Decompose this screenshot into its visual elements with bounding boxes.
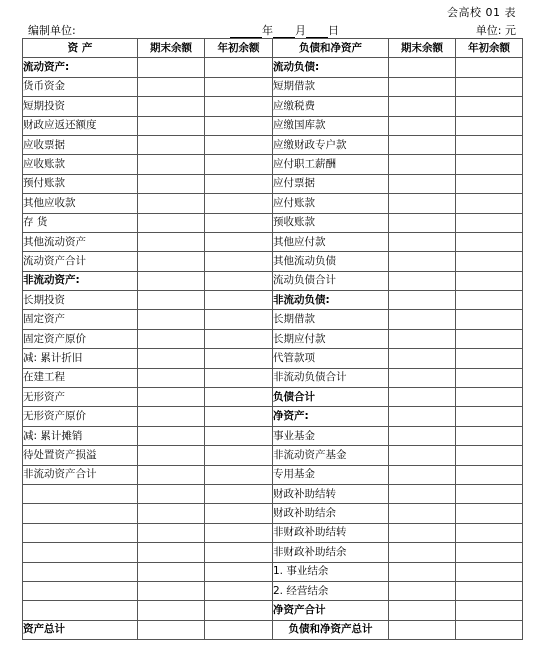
asset-end-balance-cell[interactable] [138,174,205,193]
asset-end-balance-cell[interactable] [138,271,205,290]
liability-begin-balance-cell[interactable] [456,484,523,503]
liability-item-label: 财政补助结转 [273,484,389,503]
asset-end-balance-cell[interactable] [138,504,205,523]
liability-end-balance-cell[interactable] [389,601,456,620]
col-liabilities-net-assets: 负债和净资产 [273,39,389,58]
table-row [23,484,523,503]
asset-begin-balance-cell[interactable] [205,58,273,77]
asset-end-balance-cell[interactable] [138,562,205,581]
asset-begin-balance-cell[interactable] [205,504,273,523]
asset-end-balance-cell[interactable] [138,349,205,368]
asset-item-label: 财政应返还额度 [23,116,138,135]
year-blank[interactable] [230,27,262,38]
asset-begin-balance-cell[interactable] [205,97,273,116]
liability-end-balance-cell[interactable] [389,291,456,310]
liability-item-label: 流动负债: [273,58,389,77]
liability-end-balance-cell[interactable] [389,484,456,503]
liability-item-label: 净资产合计 [273,601,389,620]
asset-end-balance-cell[interactable] [138,135,205,154]
liability-item-label: 负债合计 [273,388,389,407]
header-row [23,39,523,58]
asset-begin-balance-cell[interactable] [205,523,273,542]
liability-item-label: 短期借款 [273,77,389,96]
asset-item-label: 非流动资产: [23,271,138,290]
asset-begin-balance-cell[interactable] [205,155,273,174]
table-row [23,252,523,271]
table-row [23,232,523,251]
table-row [23,271,523,290]
liability-end-balance-cell[interactable] [389,310,456,329]
liability-item-label: 非财政补助结转 [273,523,389,542]
liability-item-label: 应缴国库款 [273,116,389,135]
liability-begin-balance-cell[interactable] [456,465,523,484]
table-row [23,465,523,484]
liability-end-balance-cell[interactable] [389,368,456,387]
liability-item-label: 应付票据 [273,174,389,193]
asset-item-label: 固定资产 [23,310,138,329]
asset-end-balance-cell[interactable] [138,601,205,620]
balance-sheet-table [22,38,523,640]
liability-begin-balance-cell[interactable] [456,388,523,407]
liability-end-balance-cell[interactable] [389,426,456,445]
table-row [23,58,523,77]
month-blank[interactable] [273,27,295,38]
asset-end-balance-cell[interactable] [138,523,205,542]
asset-item-label: 流动资产: [23,58,138,77]
liability-end-balance-cell[interactable] [389,446,456,465]
liability-end-balance-cell[interactable] [389,232,456,251]
col-liab-begin-balance: 年初余额 [456,39,523,58]
liability-begin-balance-cell[interactable] [456,77,523,96]
liability-item-label: 代管款项 [273,349,389,368]
asset-item-label: 在建工程 [23,368,138,387]
report-date [230,22,339,38]
table-row [23,116,523,135]
table-row [23,310,523,329]
table-row [23,77,523,96]
liability-end-balance-cell[interactable] [389,97,456,116]
asset-begin-balance-cell[interactable] [205,174,273,193]
asset-item-label [23,562,138,581]
liability-begin-balance-cell[interactable] [456,407,523,426]
liability-begin-balance-cell[interactable] [456,97,523,116]
asset-item-label: 固定资产原价 [23,329,138,348]
asset-begin-balance-cell[interactable] [205,135,273,154]
reporting-unit-label: 编制单位: [28,24,76,37]
liability-item-label: 财政补助结余 [273,504,389,523]
liability-begin-balance-cell[interactable] [456,562,523,581]
liability-item-label: 流动负债合计 [273,271,389,290]
liability-begin-balance-cell[interactable] [456,252,523,271]
col-assets-begin-balance: 年初余额 [205,39,273,58]
table-row [23,523,523,542]
asset-begin-balance-cell[interactable] [205,116,273,135]
table-row [23,135,523,154]
asset-begin-balance-cell[interactable] [205,252,273,271]
table-row [23,97,523,116]
asset-item-label: 货币资金 [23,77,138,96]
liability-begin-balance-cell[interactable] [456,135,523,154]
asset-begin-balance-cell[interactable] [205,388,273,407]
liability-end-balance-cell[interactable] [389,407,456,426]
liability-end-balance-cell[interactable] [389,349,456,368]
asset-begin-balance-cell[interactable] [205,562,273,581]
asset-item-label [23,523,138,542]
liability-end-balance-cell[interactable] [389,174,456,193]
liability-end-balance-cell[interactable] [389,523,456,542]
asset-item-label [23,484,138,503]
liability-item-label: 长期应付款 [273,329,389,348]
table-row [23,504,523,523]
asset-begin-balance-cell[interactable] [205,581,273,600]
asset-end-balance-cell[interactable] [138,252,205,271]
liability-end-balance-cell[interactable] [389,581,456,600]
asset-item-label: 非流动资产合计 [23,465,138,484]
asset-end-balance-cell[interactable] [138,581,205,600]
liability-end-balance-cell[interactable] [389,271,456,290]
asset-item-label: 无形资产原价 [23,407,138,426]
liability-end-balance-cell[interactable] [389,562,456,581]
col-assets-end-balance: 期末余额 [138,39,205,58]
liability-begin-balance-cell[interactable] [456,523,523,542]
liability-end-balance-cell[interactable] [389,194,456,213]
table-row [23,368,523,387]
asset-end-balance-cell[interactable] [138,310,205,329]
col-assets: 资 产 [23,39,138,58]
asset-end-balance-cell[interactable] [138,446,205,465]
day-blank[interactable] [306,27,328,38]
liability-begin-balance-cell[interactable] [456,426,523,445]
liability-end-balance-cell[interactable] [389,155,456,174]
liability-item-label: 1. 事业结余 [273,562,389,581]
table-row [23,407,523,426]
asset-end-balance-cell[interactable] [138,368,205,387]
table-row [23,581,523,600]
asset-begin-balance-cell[interactable] [205,601,273,620]
table-row [23,426,523,445]
liability-end-balance-cell[interactable] [389,543,456,562]
asset-item-label: 应收票据 [23,135,138,154]
asset-end-balance-cell[interactable] [138,291,205,310]
liability-begin-balance-cell[interactable] [456,58,523,77]
asset-begin-balance-cell[interactable] [205,620,273,639]
liability-end-balance-cell[interactable] [389,116,456,135]
liability-item-label: 其他应付款 [273,232,389,251]
form-code: 会高校 01 表 [447,6,516,19]
asset-begin-balance-cell[interactable] [205,349,273,368]
liability-begin-balance-cell[interactable] [456,446,523,465]
asset-item-label: 其他流动资产 [23,232,138,251]
asset-end-balance-cell[interactable] [138,58,205,77]
asset-item-label: 其他应收款 [23,194,138,213]
asset-item-label: 存 货 [23,213,138,232]
asset-item-label: 待处置资产损溢 [23,446,138,465]
liability-item-label: 预收账款 [273,213,389,232]
liability-item-label: 非流动负债合计 [273,368,389,387]
liability-begin-balance-cell[interactable] [456,620,523,639]
liability-begin-balance-cell[interactable] [456,194,523,213]
liability-begin-balance-cell[interactable] [456,504,523,523]
asset-begin-balance-cell[interactable] [205,310,273,329]
liability-end-balance-cell[interactable] [389,329,456,348]
liability-begin-balance-cell[interactable] [456,271,523,290]
asset-end-balance-cell[interactable] [138,232,205,251]
asset-item-label [23,601,138,620]
table-row [23,155,523,174]
liability-begin-balance-cell[interactable] [456,291,523,310]
liability-item-label: 应缴财政专户款 [273,135,389,154]
asset-end-balance-cell[interactable] [138,97,205,116]
liability-item-label: 其他流动负债 [273,252,389,271]
asset-begin-balance-cell[interactable] [205,484,273,503]
liability-item-label: 应缴税费 [273,97,389,116]
liability-item-label: 非流动资产基金 [273,446,389,465]
asset-end-balance-cell[interactable] [138,155,205,174]
liability-item-label: 应付职工薪酬 [273,155,389,174]
liability-item-label: 专用基金 [273,465,389,484]
liability-end-balance-cell[interactable] [389,213,456,232]
table-row [23,194,523,213]
table-row [23,291,523,310]
asset-item-label [23,581,138,600]
liability-item-label: 非财政补助结余 [273,543,389,562]
table-row [23,174,523,193]
asset-end-balance-cell[interactable] [138,213,205,232]
liability-begin-balance-cell[interactable] [456,601,523,620]
asset-end-balance-cell[interactable] [138,543,205,562]
asset-begin-balance-cell[interactable] [205,329,273,348]
asset-item-label: 长期投资 [23,291,138,310]
liability-begin-balance-cell[interactable] [456,310,523,329]
table-row [23,349,523,368]
liability-item-label: 应付账款 [273,194,389,213]
liability-begin-balance-cell[interactable] [456,329,523,348]
liability-begin-balance-cell[interactable] [456,116,523,135]
day-label: 日 [328,24,339,37]
asset-begin-balance-cell[interactable] [205,543,273,562]
liability-end-balance-cell[interactable] [389,252,456,271]
table-row [23,601,523,620]
asset-end-balance-cell[interactable] [138,329,205,348]
liability-begin-balance-cell[interactable] [456,232,523,251]
asset-end-balance-cell[interactable] [138,426,205,445]
asset-begin-balance-cell[interactable] [205,271,273,290]
asset-end-balance-cell[interactable] [138,77,205,96]
asset-begin-balance-cell[interactable] [205,426,273,445]
asset-begin-balance-cell[interactable] [205,77,273,96]
liability-begin-balance-cell[interactable] [456,349,523,368]
col-liab-end-balance: 期末余额 [389,39,456,58]
liability-begin-balance-cell[interactable] [456,155,523,174]
asset-item-label [23,504,138,523]
asset-item-label: 减: 累计折旧 [23,349,138,368]
liability-item-label: 长期借款 [273,310,389,329]
liability-end-balance-cell[interactable] [389,620,456,639]
asset-end-balance-cell[interactable] [138,407,205,426]
asset-begin-balance-cell[interactable] [205,291,273,310]
asset-item-label: 流动资产合计 [23,252,138,271]
month-label: 月 [295,24,306,37]
asset-begin-balance-cell[interactable] [205,368,273,387]
year-label: 年 [262,24,273,37]
table-row [23,329,523,348]
liability-begin-balance-cell[interactable] [456,581,523,600]
asset-item-label: 减: 累计摊销 [23,426,138,445]
asset-begin-balance-cell[interactable] [205,407,273,426]
liability-begin-balance-cell[interactable] [456,213,523,232]
liability-end-balance-cell[interactable] [389,135,456,154]
asset-item-label: 短期投资 [23,97,138,116]
asset-end-balance-cell[interactable] [138,116,205,135]
table-row [23,543,523,562]
asset-end-balance-cell[interactable] [138,388,205,407]
liability-end-balance-cell[interactable] [389,465,456,484]
table-row [23,446,523,465]
liability-end-balance-cell[interactable] [389,77,456,96]
liability-begin-balance-cell[interactable] [456,543,523,562]
asset-item-label: 应收账款 [23,155,138,174]
table-row [23,620,523,639]
report-meta [28,22,516,36]
liability-item-label: 非流动负债: [273,291,389,310]
asset-end-balance-cell[interactable] [138,194,205,213]
asset-end-balance-cell[interactable] [138,484,205,503]
asset-end-balance-cell[interactable] [138,465,205,484]
asset-item-label: 无形资产 [23,388,138,407]
asset-item-label: 预付账款 [23,174,138,193]
asset-begin-balance-cell[interactable] [205,213,273,232]
liability-item-label: 负债和净资产总计 [273,620,389,639]
asset-end-balance-cell[interactable] [138,620,205,639]
currency-unit: 单位: 元 [475,24,516,37]
liability-end-balance-cell[interactable] [389,58,456,77]
liability-end-balance-cell[interactable] [389,388,456,407]
asset-item-label [23,543,138,562]
asset-item-label: 资产总计 [23,620,138,639]
asset-begin-balance-cell[interactable] [205,194,273,213]
asset-begin-balance-cell[interactable] [205,446,273,465]
asset-begin-balance-cell[interactable] [205,465,273,484]
table-row [23,213,523,232]
liability-item-label: 2. 经营结余 [273,581,389,600]
asset-begin-balance-cell[interactable] [205,232,273,251]
table-row [23,388,523,407]
liability-begin-balance-cell[interactable] [456,368,523,387]
liability-item-label: 净资产: [273,407,389,426]
liability-begin-balance-cell[interactable] [456,174,523,193]
table-row [23,562,523,581]
liability-item-label: 事业基金 [273,426,389,445]
liability-end-balance-cell[interactable] [389,504,456,523]
